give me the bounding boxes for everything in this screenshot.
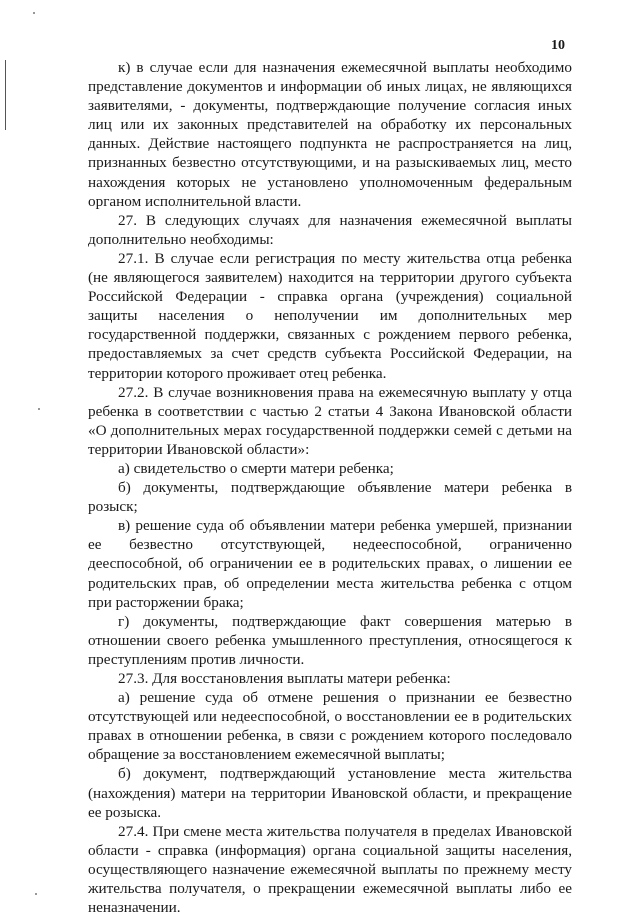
paragraph-27-3-b: б) документ, подтверждающий установление места жительства (нахождения) матери на территории Ивановской области, и прекращение ее розыска. — [88, 765, 572, 821]
paragraph-27-2-a: а) свидетельство о смерти матери ребенка; — [118, 459, 394, 477]
paragraph-k-subitem: к) в случае если для назначения ежемесячной выплаты необходимо представление документов и информации об иных лицах, не являющихся заявителями, - документы, подтверждающие получение согласия иных лиц или их законных представителей на обработку их персональных данных. Действие настоящего подпункта не распространяется на лиц, признанных безвестно отсутствующими, и на разыскиваемых лиц, место нахождения которых не установлено уполномоченным федеральным органом исполнительной власти. — [88, 59, 572, 210]
paragraph-27-2-b: б) документы, подтверждающие объявление матери ребенка в розыск; — [88, 479, 572, 516]
scan-margin-mark — [5, 60, 6, 130]
paragraph-27-3-a: а) решение суда об отмене решения о признании ее безвестно отсутствующей или недееспособной, о восстановлении ее в родительских правах в отношении ребенка, в связи с рождением которого последовало обращение за восстановлением ежемесячной выплаты; — [88, 689, 572, 764]
paragraph-27-3: 27.3. Для восстановления выплаты матери ребенка: — [118, 670, 451, 687]
paragraph-27-1: 27.1. В случае если регистрация по месту жительства отца ребенка (не являющегося заявителем) находится на территории другого субъекта Российской Федерации - справка органа (учреждения) социальной защиты населения о неполучении им дополнительных мер государственной поддержки, связанных с рождением первого ребенка, предоставляемых за счет средств субъекта Российской Федерации, на территории которого проживает отец ребенка. — [88, 249, 572, 382]
scan-speck — [38, 408, 40, 410]
scan-speck — [33, 12, 35, 14]
paragraph-27-2-g: г) документы, подтверждающие факт совершения матерью в отношении своего ребенка умышленного преступления, относящегося к преступлениям против личности. — [88, 612, 572, 668]
paragraph-27-2-v: в) решение суда об объявлении матери ребенка умершей, признании ее безвестно отсутствующей, недееспособной, ограниченно дееспособной, об ограничении ее в родительских правах, о лишении ее родительских прав, об определении места жительства ребенка с отцом при расторжении брака; — [88, 517, 572, 611]
document-body — [88, 58, 572, 917]
paragraph-27: 27. В следующих случаях для назначения ежемесячной выплаты дополнительно необходимы: — [88, 211, 572, 248]
page-number: 10 — [551, 38, 565, 53]
paragraph-27-2: 27.2. В случае возникновения права на ежемесячную выплату у отца ребенка в соответствии с частью 2 статьи 4 Закона Ивановской области «О дополнительных мерах государственной поддержки семей с детьми на территории Ивановской области»: — [88, 383, 572, 458]
paragraph-27-4: 27.4. При смене места жительства получателя в пределах Ивановской области - справка (информация) органа социальной защиты населения, осуществляющего назначение ежемесячной выплаты по прежнему месту жительства получателя, о прекращении ежемесячной выплаты либо ее неназначении. — [88, 822, 572, 917]
scan-speck — [35, 893, 37, 895]
